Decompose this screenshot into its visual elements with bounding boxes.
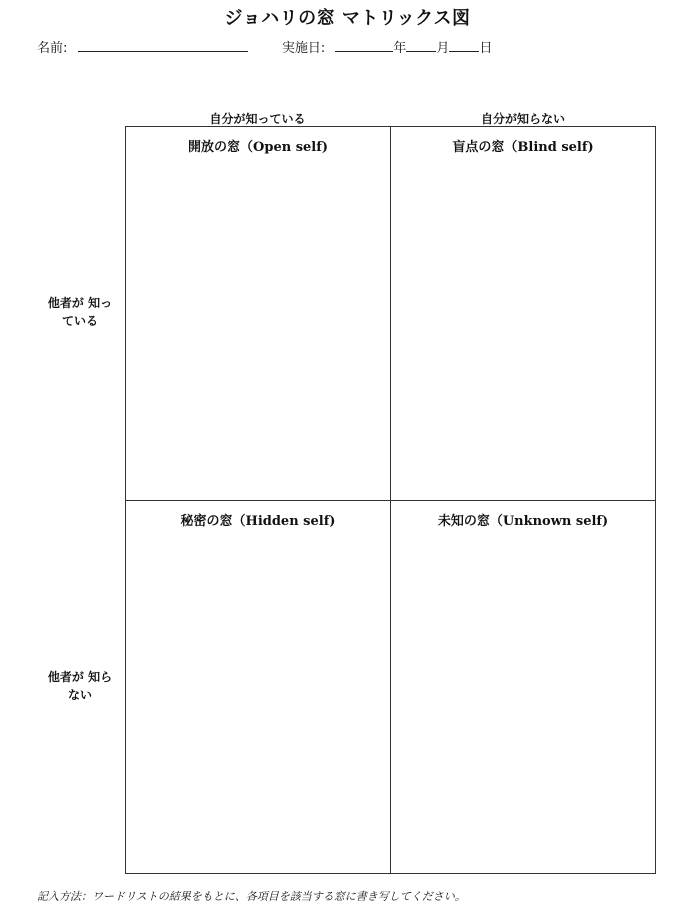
year-field[interactable] xyxy=(335,39,393,52)
instructions-text: 記入方法：ワードリストの結果をもとに、各項目を該当する窓に書き写してください。 xyxy=(37,890,466,903)
quadrant-hidden[interactable] xyxy=(126,501,390,873)
row-header-others-unknown: 他者が 知ら ない xyxy=(47,670,113,702)
date-label: 実施日: xyxy=(281,41,326,56)
name-field[interactable] xyxy=(78,39,248,52)
year-label: 年 xyxy=(393,41,407,56)
name-label: 名前: xyxy=(37,41,68,56)
day-label: 日 xyxy=(479,41,493,56)
page-title: ジョハリの窓 マトリックス図 xyxy=(224,8,471,29)
quadrant-blind[interactable] xyxy=(391,127,655,500)
quadrant-blind-title: 盲点の窓（Blind self) xyxy=(452,140,594,155)
quadrant-open-title: 開放の窓（Open self) xyxy=(188,140,328,155)
quadrant-hidden-title: 秘密の窓（Hidden self) xyxy=(180,514,336,529)
quadrant-unknown-title: 未知の窓（Unknown self) xyxy=(437,514,609,529)
quadrant-open[interactable] xyxy=(126,127,390,500)
column-header-self-known: 自分が知っている xyxy=(209,112,306,126)
column-header-self-unknown: 自分が知らない xyxy=(480,112,565,126)
row-header-others-known: 他者が 知っ ている xyxy=(47,296,113,328)
quadrant-unknown[interactable] xyxy=(391,501,655,873)
month-label: 月 xyxy=(436,41,450,56)
month-field[interactable] xyxy=(406,39,436,52)
day-field[interactable] xyxy=(449,39,479,52)
johari-matrix xyxy=(125,126,656,874)
form-fields xyxy=(37,37,492,56)
